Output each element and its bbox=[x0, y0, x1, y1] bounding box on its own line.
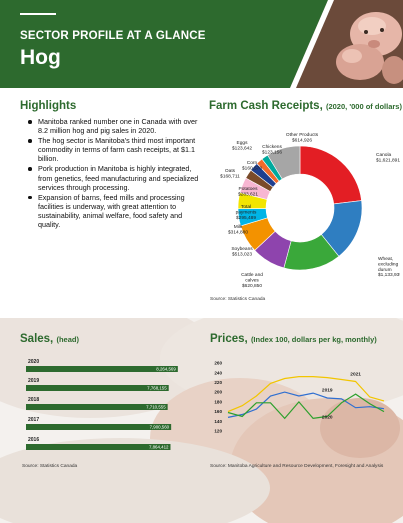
prices-line-chart bbox=[208, 355, 394, 435]
sales-bar-value: 7,768,155 bbox=[147, 385, 167, 391]
sales-year-label: 2018 bbox=[28, 397, 40, 403]
prices-ytick-label: 140 bbox=[214, 418, 222, 424]
prices-ytick-label: 260 bbox=[214, 360, 222, 366]
donut-svg bbox=[206, 124, 400, 294]
prices-ytick-label: 180 bbox=[214, 399, 222, 405]
donut-label-1: Wheat, excluding durum $1,133,939 bbox=[378, 257, 400, 279]
highlights-heading: Highlights bbox=[20, 100, 77, 112]
prices-heading bbox=[210, 333, 377, 345]
page-title: Hog bbox=[20, 46, 61, 69]
sales-heading bbox=[20, 333, 79, 345]
donut-label-3: Cattle and calves $620,850 bbox=[241, 273, 263, 289]
donut-label-12: Other Products $614,926 bbox=[285, 133, 319, 144]
prices-units: (Index 100, dollars per kg, monthly) bbox=[250, 335, 377, 344]
prices-svg bbox=[208, 355, 394, 435]
sales-year-label: 2016 bbox=[28, 437, 40, 443]
receipts-heading bbox=[209, 100, 402, 112]
prices-series-2020 bbox=[228, 394, 384, 421]
sales-year-label: 2019 bbox=[28, 378, 40, 384]
sales-svg bbox=[22, 353, 192, 463]
sales-bar-value: 7,864,412 bbox=[148, 444, 169, 450]
highlight-item: Pork production in Manitoba is highly integrated, from genetics, feed manufacturing and specialized services through processing. bbox=[28, 164, 200, 191]
donut-label-11: Chickens $123,156 bbox=[261, 145, 283, 156]
receipts-donut-chart bbox=[206, 124, 400, 294]
prices-series-label: 2020 bbox=[321, 415, 333, 421]
sales-year-label: 2020 bbox=[28, 359, 40, 365]
donut-slice-0 bbox=[300, 146, 362, 204]
donut-label-2: Hogs $1,051,790 bbox=[305, 269, 331, 280]
highlight-item: Manitoba ranked number one in Canada with over 8.2 million hog and pig sales in 2020. bbox=[28, 117, 200, 135]
highlight-item: The hog sector is Manitoba's third most important commodity in terms of farm cash receipts, at $1.1 billion. bbox=[28, 136, 200, 163]
sales-units: (head) bbox=[56, 335, 79, 344]
prices-heading-text: Prices, bbox=[210, 333, 248, 345]
donut-label-7: Potatoes $283,621 bbox=[237, 187, 259, 198]
sales-heading-text: Sales, bbox=[20, 333, 54, 345]
sales-bar-value: 7,710,555 bbox=[146, 404, 166, 410]
prices-ytick-label: 200 bbox=[214, 389, 222, 395]
header-subtitle: SECTOR PROFILE AT A GLANCE bbox=[20, 30, 206, 42]
sales-bar-value: 8,264,569 bbox=[156, 366, 176, 372]
sales-bar-chart bbox=[22, 353, 192, 463]
donut-label-10: Eggs $123,642 bbox=[231, 141, 253, 152]
prices-ytick-label: 120 bbox=[214, 428, 222, 434]
sales-bar-value: 7,900,560 bbox=[149, 424, 170, 430]
prices-series-2019 bbox=[228, 392, 384, 417]
donut-label-6: Total payments $295,489 bbox=[235, 205, 257, 221]
sales-year-label: 2017 bbox=[28, 417, 40, 423]
prices-source: Source: Manitoba Agriculture and Resource Development, Foresight and Analysis bbox=[210, 464, 384, 469]
prices-series-label: 2021 bbox=[350, 372, 361, 378]
sales-bar bbox=[26, 366, 178, 372]
prices-ytick-label: 240 bbox=[214, 370, 222, 376]
prices-ytick-label: 220 bbox=[214, 380, 222, 386]
header-rule bbox=[20, 13, 56, 15]
donut-label-4: Soybeans $513,023 bbox=[231, 247, 253, 258]
donut-label-5: Milk $314,880 bbox=[227, 225, 249, 236]
prices-series-label: 2019 bbox=[321, 388, 333, 394]
receipts-source: Source: Statistics Canada bbox=[210, 297, 266, 302]
sales-source: Source: Statistics Canada bbox=[22, 464, 78, 469]
header-banner bbox=[0, 0, 403, 88]
donut-label-8: Oats $168,711 bbox=[220, 169, 240, 180]
donut-label-0: Canola $1,621,891 bbox=[376, 153, 400, 164]
receipts-heading-text: Farm Cash Receipts, bbox=[209, 100, 323, 112]
pig-photo bbox=[290, 0, 403, 88]
prices-ytick-label: 160 bbox=[214, 409, 222, 415]
receipts-units: (2020, '000 of dollars) bbox=[325, 102, 402, 111]
highlight-item: Expansion of barns, feed mills and processing facilities is underway, with great attention to sustainability, animal welfare, food safety and quality. bbox=[28, 193, 200, 229]
highlights-list bbox=[28, 117, 200, 230]
donut-label-9: Corn $160,578 bbox=[241, 161, 263, 172]
